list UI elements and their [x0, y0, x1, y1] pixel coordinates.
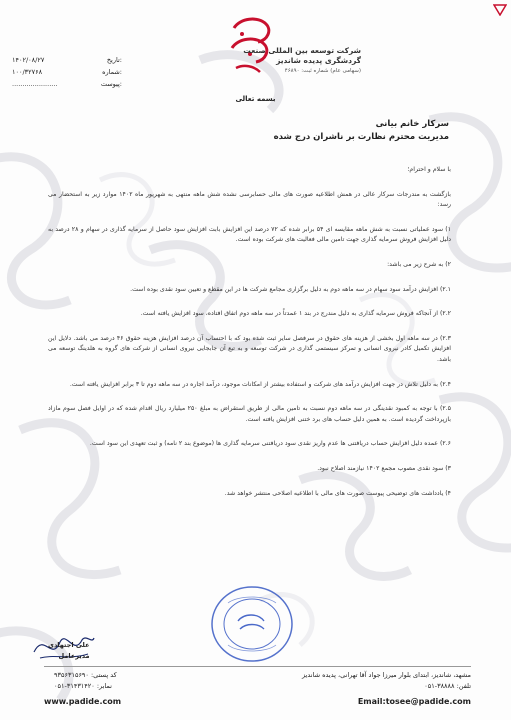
date-row [12, 54, 122, 66]
addressee-title: مدیریت محترم نظارت بر ناشران درج شده [273, 132, 449, 142]
item-4: ۴) یادداشت های توضیحی پیوست صورت های مالی با اطلاعیه اصلاحی منتشر خواهد شد. [224, 489, 451, 497]
attachment-label: پیوست: [100, 80, 122, 88]
item-2-1: ۲.۱) افزایش درآمد سود سهام در سه ماهه دوم به دلیل برگزاری مجامع شرکت ها در این مقطع و تعیین سود نقدی بوده است. [130, 285, 451, 293]
number-value: ۱۰۰/۳۲۷۶۸ [12, 68, 43, 76]
intro-paragraph: بازگشت به مندرجات سرکار عالی در همش اطلاعیه صورت های مالی حسابرسی نشده شش ماهه منتهی به شهریور ماه ۱۴۰۲ موارد زیر به استحضار می رسد: [48, 190, 451, 209]
signatory-block [48, 640, 90, 662]
signatory-title: مدیرعامل [58, 652, 90, 660]
footer-website-link[interactable]: www.padide.com [44, 697, 122, 706]
footer-divider [44, 666, 471, 667]
corner-fold-mark [493, 4, 507, 16]
item-2-5: ۲.۵) با توجه به کمبود نقدینگی در سه ماهه دوم نسبت به تامین مالی از طریق استقراض به مبلغ ۲۵۰ میلیارد ریال اقدام شده که در اوایل فصل سوم مازاد بازپرداخت گردیده است. به همین دلیل حساب های برد ختنی افزایش یافته است. [48, 405, 451, 423]
item-2-3: ۲.۳) در سه ماهه اول بخشی از هزینه های حقوق در سرفصل سایر ثبت شده بود که با احتساب آن درصد افزایش هزینه حقوق ۴۶ درصد می باشد. دلایل این افزایش تکمیل کادر نیروی انسانی و تمرکز سیستمی گذاری در شرکت توسعه و به تبع آن جابجایی نیروی انسانی از شرکت های گروه به هلدینگ توسعه می باشد. [48, 334, 451, 363]
company-registration: (سهامی عام) شماره ثبت: ۴۶۸۹۰ [284, 68, 361, 74]
addressee-name: سرکار خانم بیانی [375, 119, 449, 129]
date-value: ۱۴۰۲/۰۸/۲۷ [12, 56, 45, 64]
addressee-block [274, 118, 449, 144]
company-name-line1: شرکت توسعه بین المللی صنعت [243, 46, 361, 55]
company-name-line2: گردشگری پدیده شاندیز [276, 56, 361, 65]
company-stamp [208, 583, 296, 665]
number-label: شماره: [102, 68, 122, 76]
footer-postal-code: کد پستی: ۹۳۵۶۳۱۵۶۹۰ [54, 671, 117, 679]
signatory-name: علی اجتهادی [48, 641, 90, 649]
item-2-4: ۲.۴) به دلیل تلاش در جهت افزایش درآمد های شرکت و استفاده بیشتر از امکانات موجود، درآمد اجاره در سه ماهه دوم تا ۳ برابر افزایش یافته است. [69, 380, 451, 388]
greeting: با سلام و احترام؛ [407, 166, 451, 173]
attachment-row [12, 78, 122, 90]
item-3: ۳) سود نقدی مصوب مجمع ۱۴۰۲ نیازمند اصلاح نبود. [317, 464, 451, 472]
item-2-6: ۲.۶) عمده دلیل افزایش حساب دریافتنی ها عدم واریز نقدی سود دریافتنی سرمایه گذاری ها (موضوع بند ۲ نامه) و ثبت تعهدی این سود است. [89, 440, 451, 448]
footer-email-link[interactable]: Email:tosee@padide.com [357, 697, 471, 706]
item-2-2: ۲.۲) از آنجاکه فروش سرمایه گذاری به دلیل مندرج در بند ۱ عمدتاً در سه ماهه دوم اتفاق افتاده، سود افزایش یافته است. [140, 310, 451, 318]
footer-phone: تلفن: ۳۸۸۸۸-۰۵۱ [424, 682, 471, 690]
attachment-value: ...................... [12, 80, 58, 88]
date-label: تاریخ: [106, 56, 122, 64]
letter-meta [12, 54, 122, 90]
bismillah-heading: بسمه تعالی [235, 95, 276, 103]
item-2: ۲) به شرح زیر می باشد: [387, 260, 451, 268]
footer-fax: نمابر: ۳۱۴۳۱۴۲۰-۰۵۱ [54, 682, 112, 690]
letter-body [48, 165, 451, 499]
number-row [12, 66, 122, 78]
item-1: ۱) سود عملیاتی نسبت به شش ماهه مقایسه ای ۵۴ برابر شده که ۷۲ درصد این افزایش بابت افزایش سود حاصل از سرمایه گذاری در سهام و ۲۸ درصد به دلیل افزایش فروش سرمایه گذاری جهت تامین مالی فعالیت های شرکت بوده است. [48, 225, 452, 244]
footer-address: مشهد، شاندیز، ابتدای بلوار میرزا جواد آقا تهرانی، پدیده شاندیز [301, 671, 471, 679]
company-name-block [243, 46, 361, 76]
